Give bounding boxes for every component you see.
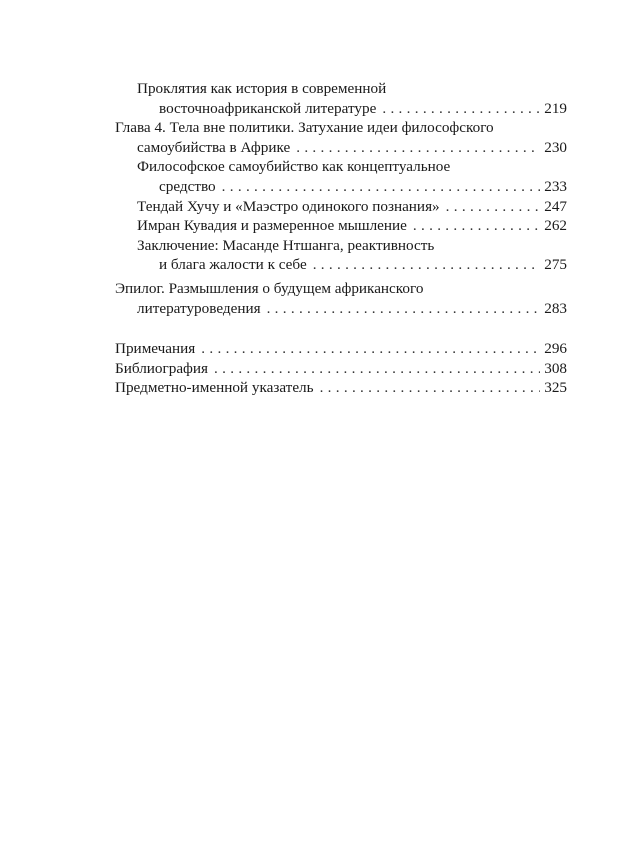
toc-entry-imran-coovadia xyxy=(115,216,567,236)
toc-entry-title-line: Философское самоубийство как концептуальное xyxy=(137,158,451,176)
toc-entry-bibliography xyxy=(115,359,567,379)
toc-page-number: 247 xyxy=(544,197,567,215)
toc-entry-title-line: Тендай Хучу и «Маэстро одинокого познания» xyxy=(137,197,440,215)
dot-leader xyxy=(382,99,540,119)
table-of-contents xyxy=(115,79,567,398)
toc-entry-chapter-4 xyxy=(115,118,567,157)
toc-entry-title-line: Заключение: Масанде Нтшанга, реактивность xyxy=(137,236,435,254)
toc-page-number: 262 xyxy=(544,217,567,235)
dot-leader xyxy=(201,339,540,359)
toc-entry-title-line: Предметно-именной указатель xyxy=(115,379,314,397)
toc-page-number: 325 xyxy=(544,379,567,397)
toc-entry-title-line: восточноафриканской литературе xyxy=(159,99,377,117)
toc-entry-title-line: Библиография xyxy=(115,359,209,377)
toc-entry-title-line: средство xyxy=(159,177,216,195)
toc-entry-title-line: Эпилог. Размышления о будущем африканского xyxy=(115,279,424,297)
dot-leader xyxy=(320,378,541,398)
toc-page-number: 233 xyxy=(544,177,567,195)
toc-entry-tendai-huchu xyxy=(115,197,567,217)
toc-entry-philosophical-suicide xyxy=(115,157,567,196)
toc-page-number: 283 xyxy=(544,299,567,317)
toc-page-number: 296 xyxy=(544,340,567,358)
toc-entry-index xyxy=(115,378,567,398)
toc-page-number: 308 xyxy=(544,359,567,377)
toc-entry-curses-as-history xyxy=(115,79,567,118)
toc-entry-notes xyxy=(115,339,567,359)
toc-entry-title-line: самоубийства в Африке xyxy=(137,138,291,156)
toc-entry-title-line: Проклятия как история в современной xyxy=(137,80,387,97)
dot-leader xyxy=(296,138,540,158)
dot-leader xyxy=(214,359,540,379)
dot-leader xyxy=(313,255,541,275)
toc-entry-title-line: Примечания xyxy=(115,340,196,358)
toc-entry-title-line: Имран Кувадия и размеренное мышление xyxy=(137,217,407,235)
toc-page-number: 230 xyxy=(544,138,567,156)
toc-page-number: 219 xyxy=(544,99,567,117)
dot-leader xyxy=(222,177,541,197)
dot-leader xyxy=(446,197,541,217)
toc-entry-title-line: литературоведения xyxy=(137,299,261,317)
toc-entry-epilogue xyxy=(115,279,567,318)
toc-entry-title-line: и блага жалости к себе xyxy=(159,256,307,274)
dot-leader xyxy=(267,299,541,319)
toc-page-number: 275 xyxy=(544,256,567,274)
toc-entry-title-line: Глава 4. Тела вне политики. Затухание идеи философского xyxy=(115,119,494,137)
dot-leader xyxy=(413,216,540,236)
toc-entry-conclusion xyxy=(115,236,567,275)
